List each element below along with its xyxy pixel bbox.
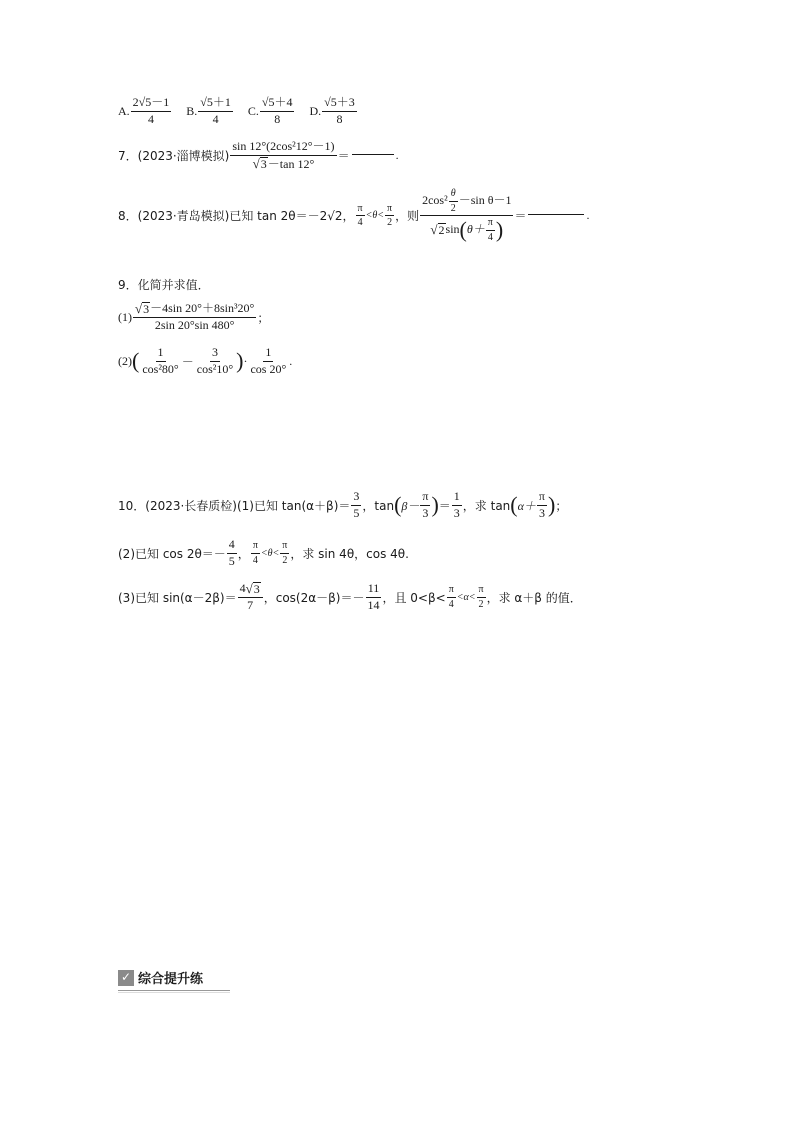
sqrt-symbol: √ 2 — [430, 221, 445, 237]
option-a-fraction: $\frac{2√5-1}{4}$ — [132, 95, 170, 126]
option-c-label: C. — [247, 103, 259, 118]
question-8: 8．(2023·青岛模拟)已知 tan 2θ＝－2√2， $\frac{\pi}{4}$ <θ< $\frac{\pi}{2}$ ，则 2cos² $\frac{\theta}{2}$ －sin θ－1 √ 2 sin ( θ＋ $\frac{\pi}{4}$ ) ＝ . — [118, 188, 590, 243]
q10-part1: 10．(2023·长春质检)(1)已知 tan(α＋β)＝ $\frac{3}{5}$ ，tan ( β－ $\frac{\pi}{3}$ ) ＝ $\frac{1}{3}$ ，求 tan ( α＋ $\frac{\pi}{3}$ ) ； — [118, 489, 568, 520]
section-header — [118, 968, 203, 987]
q8-cond-frac1: $\frac{\pi}{4}$ — [357, 202, 363, 228]
option-c-fraction: $\frac{√5+4}{8}$ — [261, 95, 293, 126]
check-icon: ✓ — [118, 970, 134, 986]
option-d-label: D. — [309, 103, 322, 118]
q8-fraction: 2cos² $\frac{\theta}{2}$ －sin θ－1 √ 2 sin ( θ＋ $\frac{\pi}{4}$ ) — [422, 188, 512, 243]
option-b-label: B. — [186, 103, 198, 118]
section-divider-shadow — [118, 992, 230, 993]
sqrt-symbol: √ 3 — [135, 301, 150, 316]
sqrt-symbol: √ 3 — [252, 155, 267, 171]
section-divider — [118, 990, 230, 991]
q9-p1-fraction: √ 3 －4sin 20°＋8sin³20° 2sin 20°sin 480° — [135, 301, 255, 333]
q6-options — [118, 96, 358, 127]
q8-answer-blank[interactable] — [528, 213, 584, 215]
q7-fraction: sin 12°(2cos²12°－1) √ 3 －tan 12° — [232, 139, 335, 171]
section-title: 综合提升练 — [138, 972, 204, 987]
q10-part2: (2)已知 cos 2θ＝－ $\frac{4}{5}$ ， $\frac{\pi}{4}$ <θ< $\frac{\pi}{2}$ ，求 sin 4θ，cos 4θ. — [118, 537, 409, 568]
q7-prefix: 7．(2023·淄博模拟) — [118, 149, 230, 164]
sqrt-symbol: √ 3 — [245, 581, 260, 596]
option-d-fraction: $\frac{√5+3}{8}$ — [324, 95, 355, 126]
q10-part3: (3)已知 sin(α－2β)＝ 4 √ 3 7 ，cos(2α－β)＝－ $\frac{11}{14}$ ，且 0<β< $\frac{\pi}{4}$ <α< $\frac{\pi}{2}$ ，求 α＋β 的值． — [118, 581, 582, 613]
option-a-label: A. — [118, 103, 130, 118]
question-7: 7．(2023·淄博模拟) sin 12°(2cos²12°－1) √ 3 －tan 12° ＝ . — [118, 139, 399, 171]
q8-cond-frac2: $\frac{\pi}{2}$ — [387, 202, 393, 228]
q9-part1: (1) √ 3 －4sin 20°＋8sin³20° 2sin 20°sin 480° ； — [118, 301, 270, 333]
q9-part2: (2) ( $\frac{1}{\text{cos²80°}}$ － $\frac{3}{\text{cos²10°}}$ ) · $\frac{1}{\cos 20^\circ}$ . — [118, 345, 293, 376]
option-b-fraction: $\frac{√5+1}{4}$ — [200, 95, 231, 126]
q8-prefix: 8．(2023·青岛模拟)已知 tan 2θ＝－2√2， — [118, 209, 355, 223]
q9-title: 9．化简并求值． — [118, 278, 210, 292]
q7-answer-blank[interactable] — [352, 153, 394, 155]
